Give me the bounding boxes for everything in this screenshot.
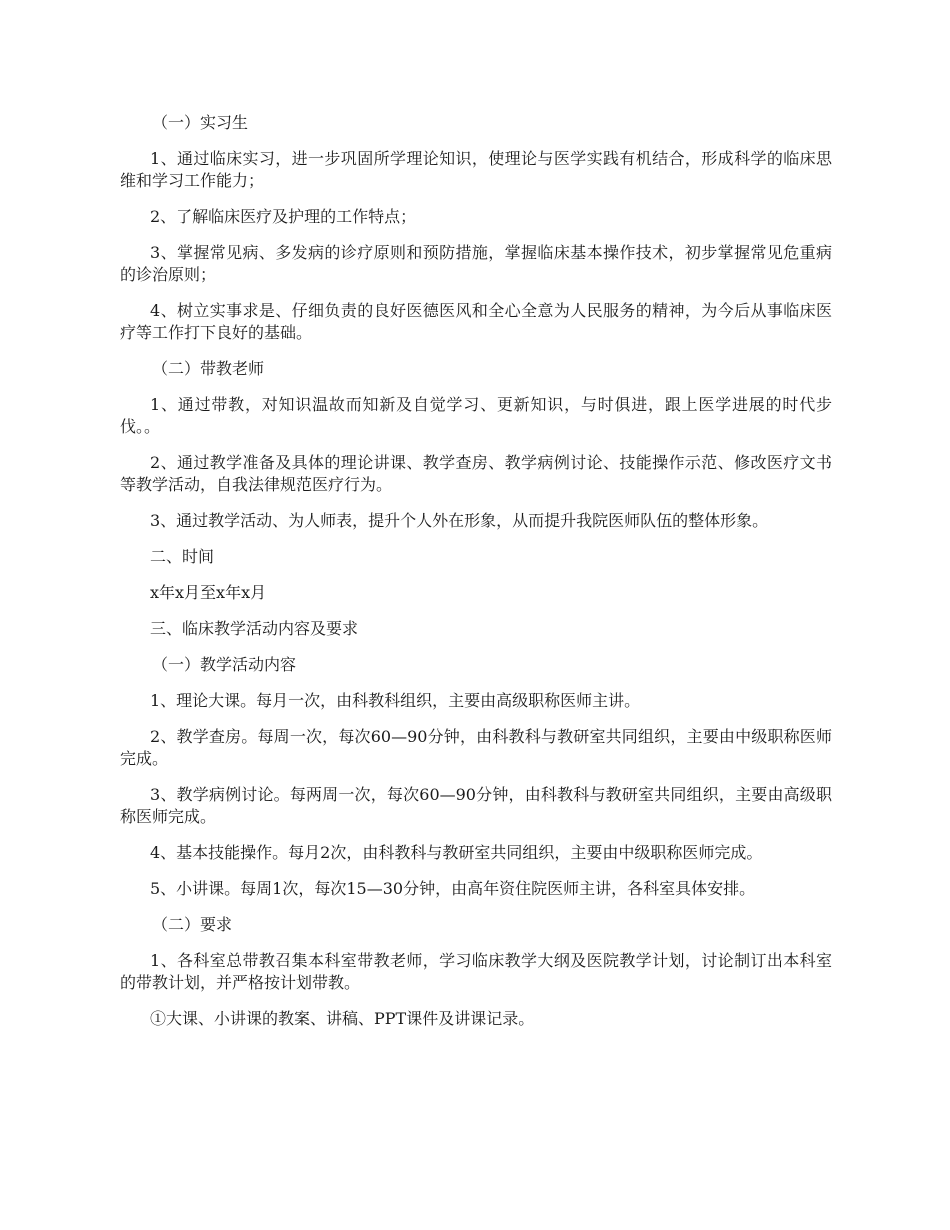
section-heading: 三、临床教学活动内容及要求 [150, 619, 359, 638]
section-heading: （一）教学活动内容 [152, 655, 297, 674]
paragraph: ①大课、小讲课的教案、讲稿、PPT课件及讲课记录。 [150, 1009, 535, 1028]
section-heading: 二、时间 [150, 547, 215, 566]
paragraph: 3、通过教学活动、为人师表，提升个人外在形象，从而提升我院医师队伍的整体形象。 [150, 511, 769, 530]
paragraph: 3、教学病例讨论。每两周一次，每次60—90分钟，由科教科与教研室共同组织，主要由高级职称医师完成。 [120, 785, 832, 826]
paragraph: 5、小讲课。每周1次，每次15—30分钟，由高年资住院医师主讲，各科室具体安排。 [150, 879, 756, 898]
paragraph: 1、通过临床实习，进一步巩固所学理论知识，使理论与医学实践有机结合，形成科学的临床思维和学习工作能力； [120, 149, 832, 190]
paragraph: 2、通过教学准备及具体的理论讲课、教学查房、教学病例讨论、技能操作示范、修改医疗文书等教学活动，自我法律规范医疗行为。 [120, 453, 832, 494]
paragraph: x年x月至x年x月 [150, 583, 267, 602]
section-heading: （一）实习生 [152, 113, 249, 132]
document-page [120, 108, 832, 1030]
paragraph: 2、教学查房。每周一次，每次60—90分钟，由科教科与教研室共同组织，主要由中级职称医师完成。 [120, 727, 832, 768]
paragraph: 1、理论大课。每月一次，由科教科组织，主要由高级职称医师主讲。 [150, 691, 641, 710]
section-heading: （二）要求 [152, 915, 233, 934]
paragraph: 4、树立实事求是、仔细负责的良好医德医风和全心全意为人民服务的精神，为今后从事临床医疗等工作打下良好的基础。 [120, 301, 832, 342]
paragraph: 2、了解临床医疗及护理的工作特点； [150, 207, 417, 226]
paragraph: 3、掌握常见病、多发病的诊疗原则和预防措施，掌握临床基本操作技术，初步掌握常见危重病的诊治原则； [120, 243, 832, 284]
paragraph: 1、各科室总带教召集本科室带教老师，学习临床教学大纲及医院教学计划，讨论制订出本科室的带教计划，并严格按计划带教。 [120, 951, 832, 992]
paragraph: 1、通过带教，对知识温故而知新及自觉学习、更新知识，与时俱进，跟上医学进展的时代步伐。。 [120, 395, 832, 436]
paragraph: 4、基本技能操作。每月2次，由科教科与教研室共同组织，主要由中级职称医师完成。 [150, 843, 763, 862]
section-heading: （二）带教老师 [152, 359, 265, 378]
